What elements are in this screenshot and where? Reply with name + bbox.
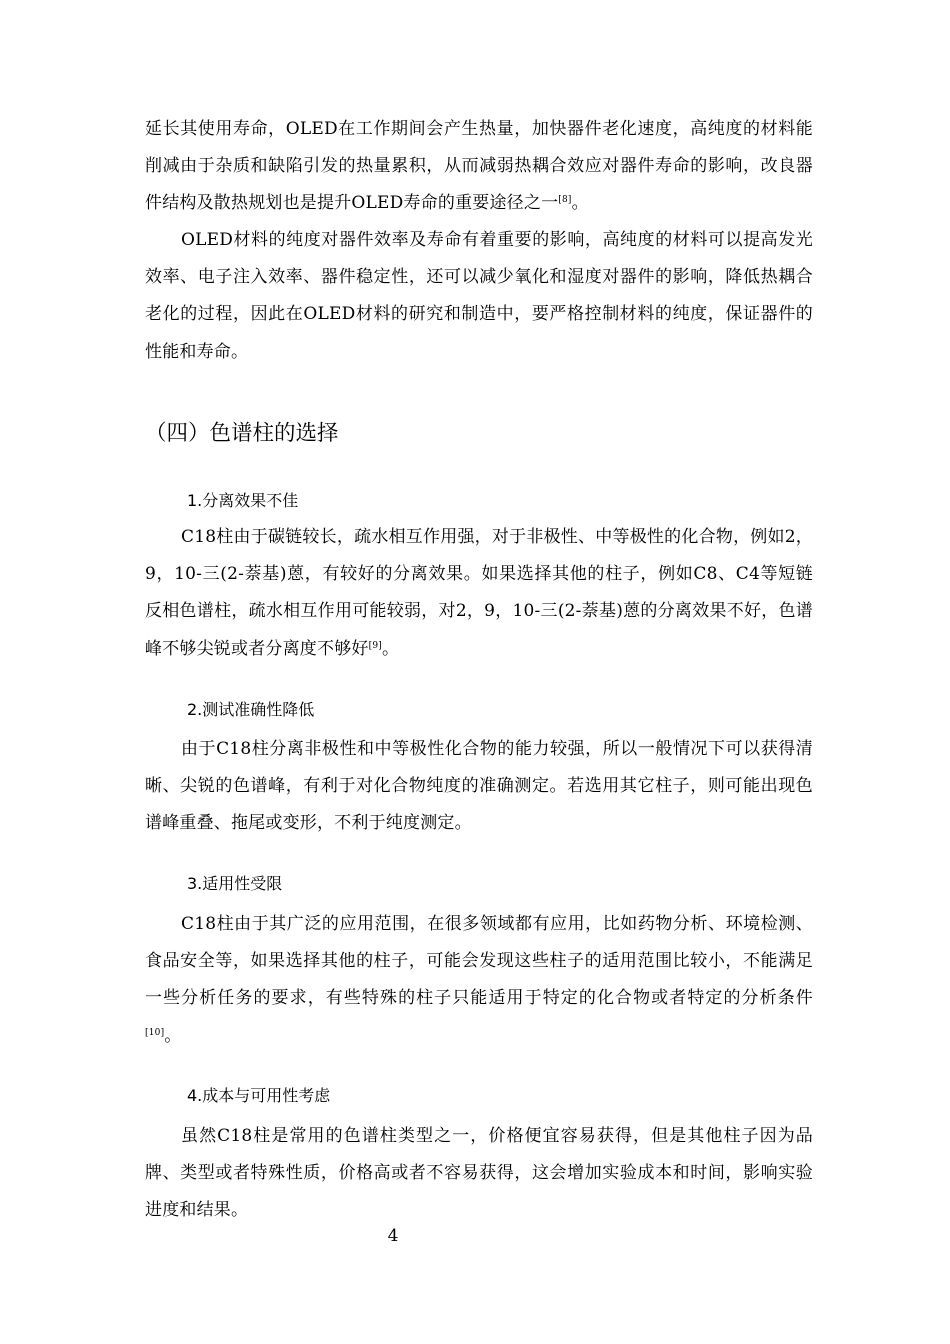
subsection-paragraph-4-text: 虽然C18柱是常用的色谱柱类型之一，价格便宜容易获得，但是其他柱子因为品牌、类型或者特殊性质，价格高或者不容易获得，这会增加实验成本和时间，影响实验进度和结果。 [145,1126,813,1221]
subsection-heading-4: 4.成本与可用性考虑 [187,1086,331,1105]
section-title: （四）色谱柱的选择 [145,421,339,446]
intro-paragraph-1-text: 延长其使用寿命，OLED在工作期间会产生热量，加快器件老化速度，高纯度的材料能削减由于杂质和缺陷引发的热量累积，从而减弱热耦合效应对器件寿命的影响，改良器件结构及散热规划也是提升OLED寿命的重要途径之一 [145,119,813,214]
page-number: 4 [387,1226,399,1246]
subsection-paragraph-2-text: 由于C18柱分离非极性和中等极性化合物的能力较强，所以一般情况下可以获得清晰、尖锐的色谱峰，有利于对化合物纯度的准确测定。若选用其它柱子，则可能出现色谱峰重叠、拖尾或变形，不利于纯度测定。 [145,739,813,834]
subsection-paragraph-1-end: 。 [381,638,400,659]
subsection-paragraph-3-text: C18柱由于其广泛的应用范围，在很多领域都有应用，比如药物分析、环境检测、食品安全等，如果选择其他的柱子，可能会发现这些柱子的适用范围比较小，不能满足一些分析任务的要求，有些特殊的柱子只能适用于特定的化合物或者特定的分析条件 [145,914,813,1009]
intro-paragraph-2 [145,222,813,371]
intro-paragraph-1-end: 。 [571,193,589,214]
subsection-paragraph-1 [145,519,813,668]
subsection-paragraph-3 [145,906,813,1055]
subsection-paragraph-2 [145,731,813,843]
subsection-heading-3: 3.适用性受限 [187,874,283,893]
subsection-heading-2: 2.测试准确性降低 [187,700,315,719]
intro-paragraph-2-text: OLED材料的纯度对器件效率及寿命有着重要的影响，高纯度的材料可以提高发光效率、电子注入效率、器件稳定性，还可以减少氧化和湿度对器件的影响，降低热耦合老化的过程，因此在OLED材料的研究和制造中，要严格控制材料的纯度，保证器件的性能和寿命。 [145,230,813,362]
citation-10: [10] [145,1027,165,1038]
subsection-heading-1: 1.分离效果不佳 [187,491,299,510]
subsection-paragraph-4 [145,1118,813,1230]
citation-8: [8] [558,195,572,206]
subsection-paragraph-1-text: C18柱由于碳链较长，疏水相互作用强，对于非极性、中等极性的化合物，例如2，9，10-三(2-萘基)蒽，有较好的分离效果。如果选择其他的柱子，例如C8、C4等短链反相色谱柱，疏水相互作用可能较弱，对2，9，10-三(2-萘基)蒽的分离效果不好，色谱峰不够尖锐或者分离度不够好 [145,527,813,659]
intro-paragraph-1 [145,111,813,223]
subsection-paragraph-3-end: 。 [164,1025,182,1046]
citation-9: [9] [368,640,382,651]
